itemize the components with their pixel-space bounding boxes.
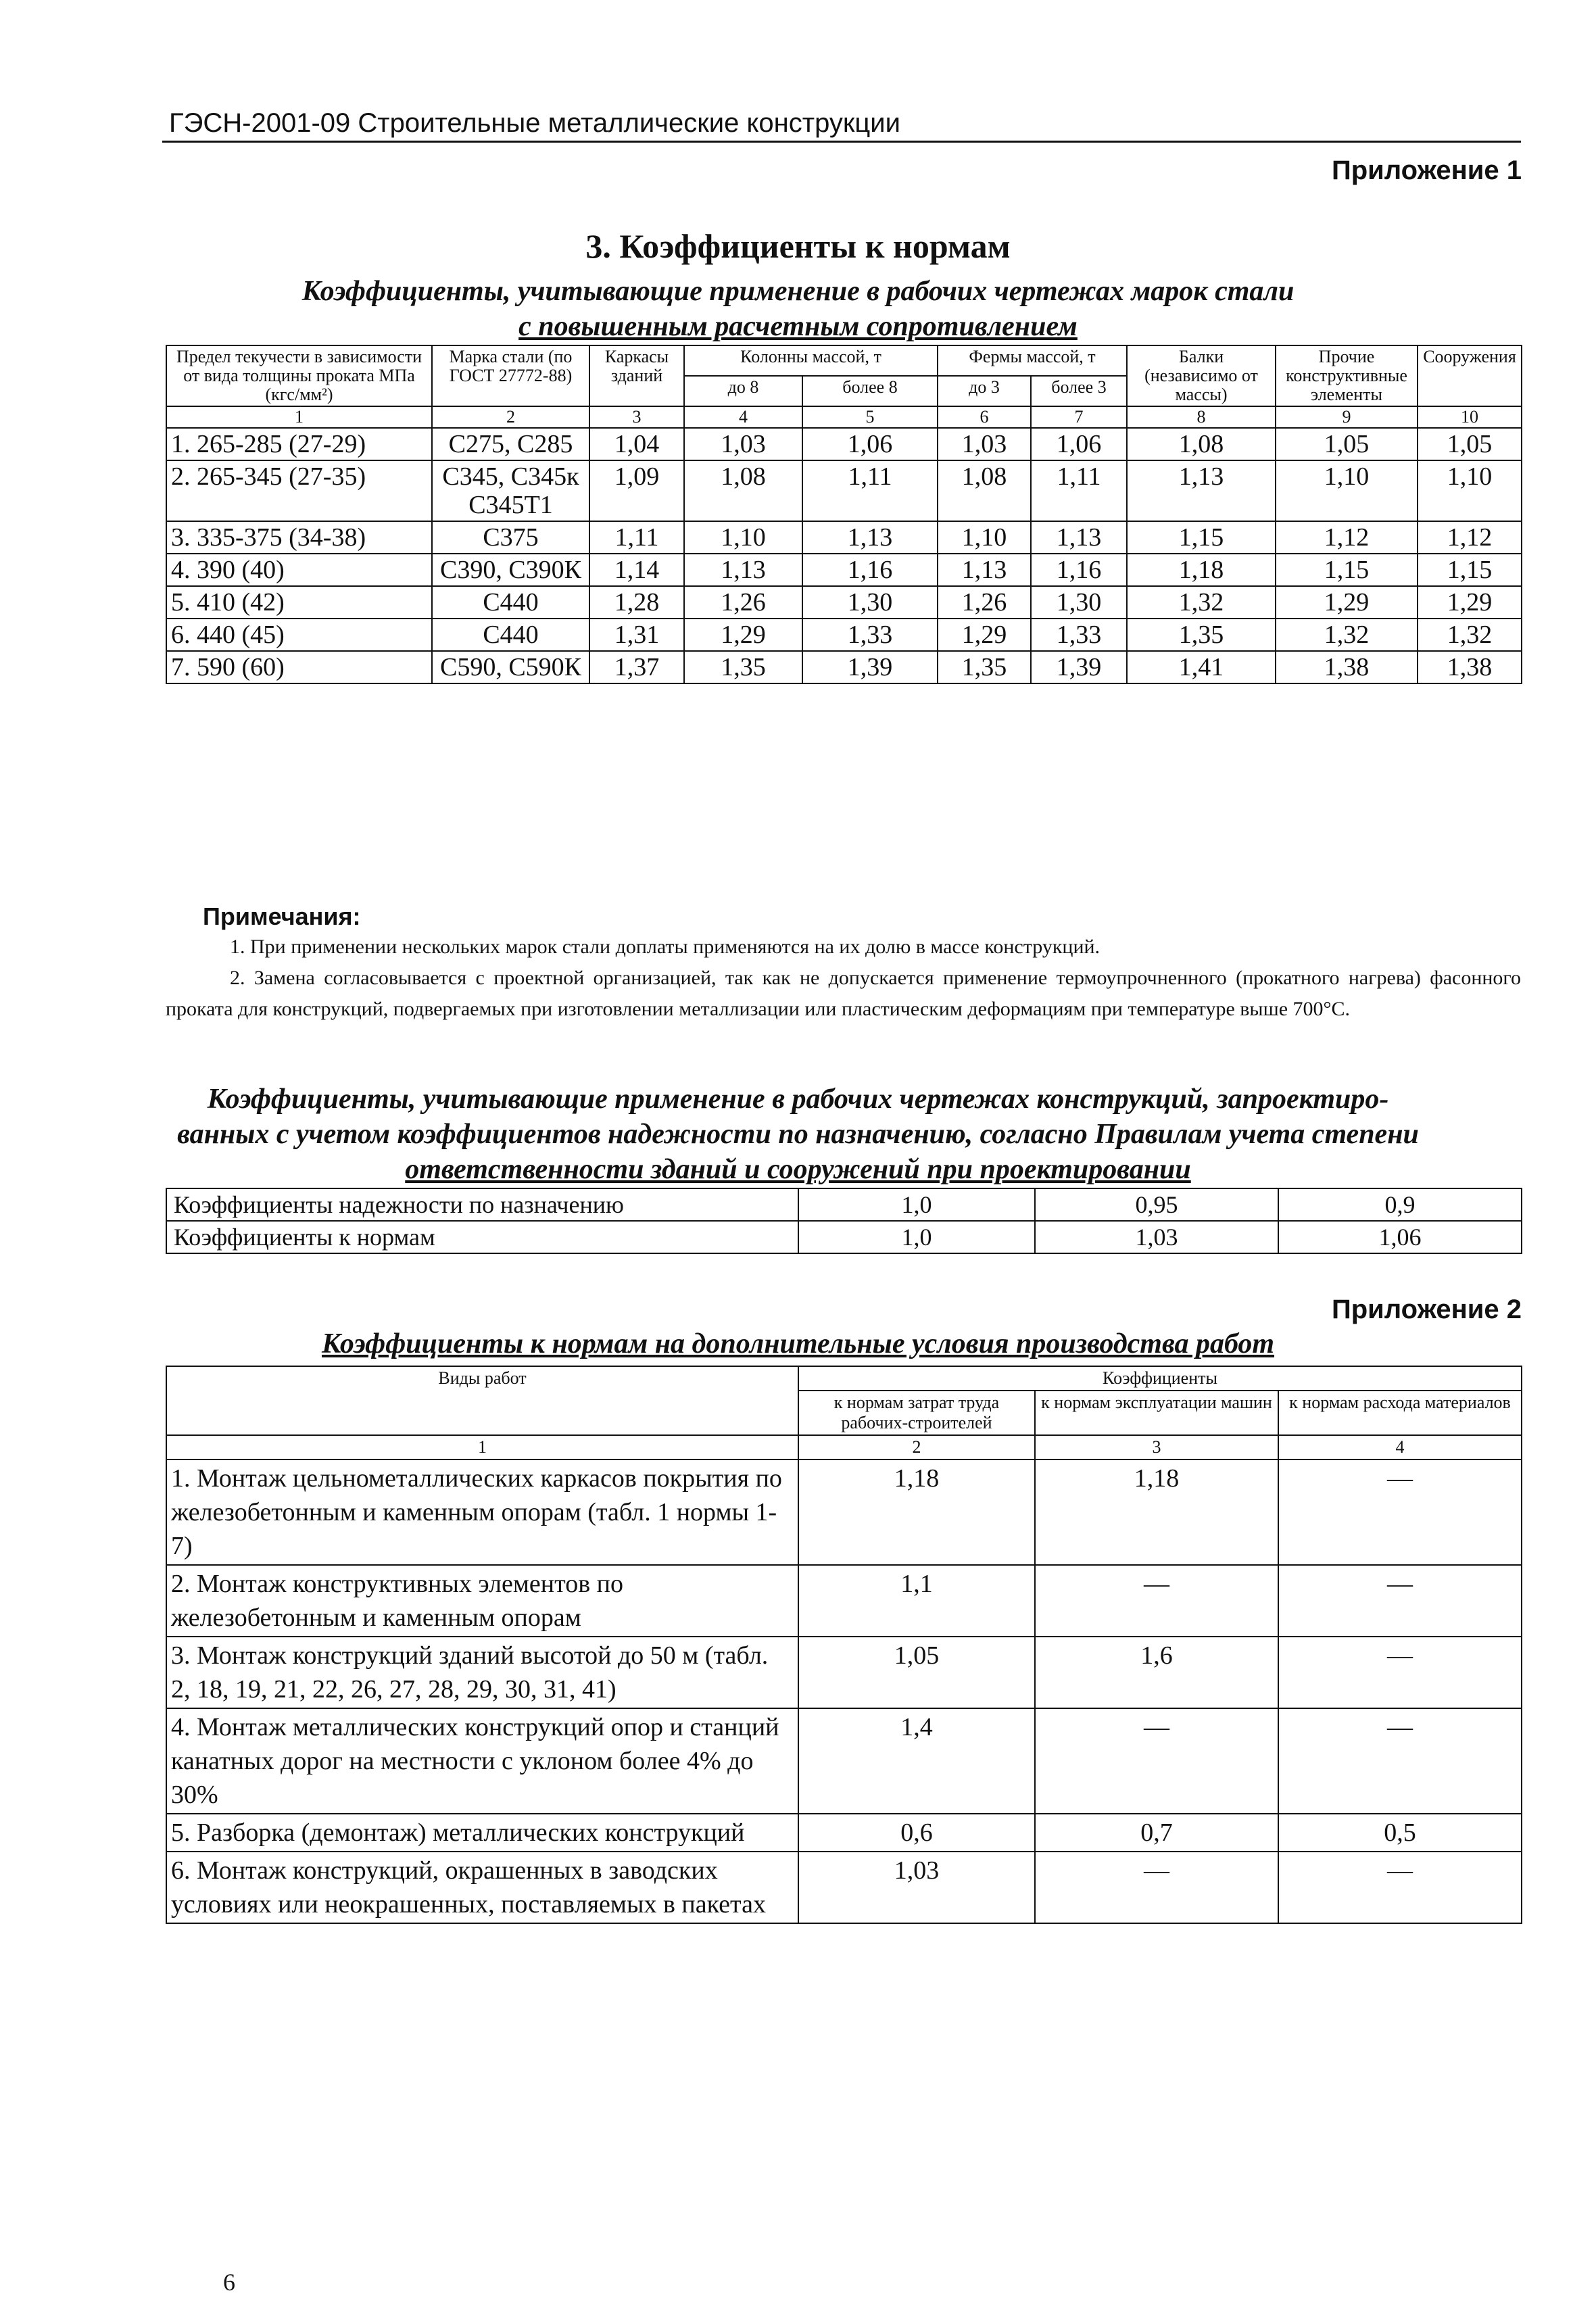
- t1-cell: 1,31: [589, 619, 684, 651]
- table-row: [166, 1459, 1522, 1565]
- t1-cell: 1,13: [1127, 460, 1276, 521]
- t1-cell: 1,05: [1276, 428, 1418, 460]
- t1-cell: 1,41: [1127, 651, 1276, 683]
- t1-header-truss-over3: более 3: [1031, 376, 1127, 406]
- t1-col-number: 5: [802, 406, 938, 428]
- t1-cell: 1,35: [938, 651, 1031, 683]
- table-row: [166, 1852, 1522, 1923]
- t3-cell: 2. Монтаж конструктивных элементов по железобетонным и каменным опорам: [166, 1565, 798, 1637]
- table1-caption-line2: с повышенным расчетным сопротивлением: [518, 311, 1078, 342]
- t3-cell: 1,6: [1035, 1637, 1278, 1708]
- t1-header-yield: Предел текучести в зависимости от вида толщины проката МПа (кгс/мм²): [166, 345, 432, 406]
- t1-cell: 1,37: [589, 651, 684, 683]
- table-row: [166, 651, 1522, 683]
- t1-col-number: 2: [432, 406, 589, 428]
- t1-cell: 1,29: [938, 619, 1031, 651]
- table-row: [166, 586, 1522, 619]
- t3-col-number: 4: [1278, 1435, 1522, 1459]
- t3-cell: —: [1035, 1852, 1278, 1923]
- table-row: [166, 1565, 1522, 1637]
- t1-cell: 1,39: [1031, 651, 1127, 683]
- t1-cell: 1,03: [684, 428, 802, 460]
- t3-cell: 3. Монтаж конструкций зданий высотой до 50 м (табл. 2, 18, 19, 21, 22, 26, 27, 28, 29, 30, 31, 41): [166, 1637, 798, 1708]
- table-row: [166, 554, 1522, 586]
- table-row: [166, 619, 1522, 651]
- t1-cell: 1,15: [1276, 554, 1418, 586]
- t1-cell: 1,05: [1418, 428, 1522, 460]
- t1-cell: 1,35: [684, 651, 802, 683]
- t1-col-number: 3: [589, 406, 684, 428]
- t3-cell: 1,18: [798, 1459, 1035, 1565]
- t1-cell: 7. 590 (60): [166, 651, 432, 683]
- t1-cell: 1,08: [684, 460, 802, 521]
- t1-col-number: 6: [938, 406, 1031, 428]
- t1-cell: 1,12: [1418, 521, 1522, 554]
- t1-cell: 1,10: [1276, 460, 1418, 521]
- t3-cell: 1. Монтаж цельнометаллических каркасов покрытия по железобетонным и каменным опорам (табл. 1 нормы 1-7): [166, 1459, 798, 1565]
- table-row: [166, 428, 1522, 460]
- t3-cell: —: [1278, 1637, 1522, 1708]
- t1-header-trusses-group: Фермы массой, т: [938, 345, 1127, 376]
- t1-header-truss-upto3: до 3: [938, 376, 1031, 406]
- t2-cell: 1,06: [1278, 1221, 1522, 1253]
- t3-cell: 0,7: [1035, 1814, 1278, 1852]
- t3-header-machines: к нормам эксплуатации машин: [1035, 1391, 1278, 1435]
- t2-cell: 1,0: [798, 1221, 1035, 1253]
- t3-header-group: Коэффициенты: [798, 1366, 1522, 1391]
- table-row: [166, 1188, 1522, 1221]
- t3-header-materials: к нормам расхода материалов: [1278, 1391, 1522, 1435]
- t3-col-number: 2: [798, 1435, 1035, 1459]
- t1-cell: 1,32: [1127, 586, 1276, 619]
- t1-cell: 1,06: [802, 428, 938, 460]
- t1-cell: 1,32: [1418, 619, 1522, 651]
- t3-cell: —: [1278, 1459, 1522, 1565]
- t3-cell: 6. Монтаж конструкций, окрашенных в заводских условиях или неокрашенных, поставляемых в пакетах: [166, 1852, 798, 1923]
- t1-col-number: 4: [684, 406, 802, 428]
- reliability-coefficients-table: [166, 1188, 1522, 1254]
- t1-cell: 1,15: [1418, 554, 1522, 586]
- t3-cell: 0,6: [798, 1814, 1035, 1852]
- t1-col-number: 1: [166, 406, 432, 428]
- t1-cell: С440: [432, 619, 589, 651]
- t1-cell: 1,29: [1418, 586, 1522, 619]
- table-row: [166, 1637, 1522, 1708]
- t1-cell: 1. 265-285 (27-29): [166, 428, 432, 460]
- t3-cell: 1,05: [798, 1637, 1035, 1708]
- t3-cell: 1,03: [798, 1852, 1035, 1923]
- page-number: 6: [223, 2269, 235, 2296]
- t1-cell: С375: [432, 521, 589, 554]
- t3-cell: —: [1278, 1852, 1522, 1923]
- t3-cell: 1,1: [798, 1565, 1035, 1637]
- t1-cell: 1,38: [1276, 651, 1418, 683]
- t1-cell: 1,03: [938, 428, 1031, 460]
- t3-col-number: 1: [166, 1435, 798, 1459]
- t2-cell: 1,0: [798, 1188, 1035, 1221]
- t1-col-number: 8: [1127, 406, 1276, 428]
- t3-cell: 4. Монтаж металлических конструкций опор и станций канатных дорог на местности с уклоном более 4% до 30%: [166, 1708, 798, 1814]
- table1-caption-line1: Коэффициенты, учитывающие применение в рабочих чертежах марок стали: [301, 276, 1295, 307]
- t1-cell: 1,13: [802, 521, 938, 554]
- t1-cell: 1,13: [684, 554, 802, 586]
- t1-cell: 1,10: [938, 521, 1031, 554]
- t2-cell: Коэффициенты надежности по назначению: [166, 1188, 798, 1221]
- t1-cell: 1,06: [1031, 428, 1127, 460]
- t1-cell: 1,10: [684, 521, 802, 554]
- t1-col-number: 10: [1418, 406, 1522, 428]
- t1-cell: С590, С590К: [432, 651, 589, 683]
- notes-block: [166, 932, 1521, 1025]
- t1-cell: 1,08: [938, 460, 1031, 521]
- t1-header-other: Прочие конструктивные элементы: [1276, 345, 1418, 406]
- table-row: [166, 1221, 1522, 1253]
- steel-grade-coefficients-table: [166, 345, 1522, 684]
- table-row: [166, 1708, 1522, 1814]
- t2-cell: 0,95: [1035, 1188, 1278, 1221]
- t3-cell: 5. Разборка (демонтаж) металлических конструкций: [166, 1814, 798, 1852]
- table-row: [166, 460, 1522, 521]
- table-row: [166, 1814, 1522, 1852]
- t1-cell: 1,16: [1031, 554, 1127, 586]
- t1-cell: 1,13: [1031, 521, 1127, 554]
- t1-header-columns-group: Колонны массой, т: [684, 345, 938, 376]
- t1-cell: 1,39: [802, 651, 938, 683]
- t1-cell: 2. 265-345 (27-35): [166, 460, 432, 521]
- t1-header-col-upto8: до 8: [684, 376, 802, 406]
- t3-header-works: Виды работ: [166, 1366, 798, 1435]
- t2-cell: 0,9: [1278, 1188, 1522, 1221]
- t1-cell: 1,12: [1276, 521, 1418, 554]
- note-item: 1. При применении нескольких марок стали доплаты применяются на их долю в массе конструкций.: [230, 936, 1101, 958]
- t3-cell: 1,18: [1035, 1459, 1278, 1565]
- t1-header-grade: Марка стали (по ГОСТ 27772-88): [432, 345, 589, 406]
- t1-cell: 1,11: [802, 460, 938, 521]
- t2-cell: Коэффициенты к нормам: [166, 1221, 798, 1253]
- t1-cell: 1,26: [938, 586, 1031, 619]
- t1-cell: 5. 410 (42): [166, 586, 432, 619]
- table1-caption: [0, 274, 1596, 344]
- t1-cell: 1,30: [802, 586, 938, 619]
- appendix-1-label: Приложение 1: [1332, 155, 1522, 185]
- t1-cell: 1,18: [1127, 554, 1276, 586]
- t1-cell: С390, С390К: [432, 554, 589, 586]
- t1-header-frames: Каркасы зданий: [589, 345, 684, 406]
- t1-header-col-over8: более 8: [802, 376, 938, 406]
- t1-cell: 1,08: [1127, 428, 1276, 460]
- notes-heading: Примечания:: [203, 902, 361, 930]
- t1-col-number: 7: [1031, 406, 1127, 428]
- table3-caption: [0, 1326, 1596, 1361]
- t1-cell: 1,09: [589, 460, 684, 521]
- t1-header-structures: Сооружения: [1418, 345, 1522, 406]
- t3-cell: —: [1035, 1565, 1278, 1637]
- table2-caption-line3: ответственности зданий и сооружений при проектировании: [405, 1154, 1191, 1185]
- t3-cell: 1,4: [798, 1708, 1035, 1814]
- t1-cell: 1,28: [589, 586, 684, 619]
- t3-cell: —: [1278, 1565, 1522, 1637]
- section-title: 3. Коэффициенты к нормам: [585, 227, 1011, 265]
- t1-cell: 1,26: [684, 586, 802, 619]
- t1-cell: 4. 390 (40): [166, 554, 432, 586]
- t1-cell: 1,29: [1276, 586, 1418, 619]
- t3-cell: 0,5: [1278, 1814, 1522, 1852]
- table-row: [166, 521, 1522, 554]
- t1-cell: 1,33: [1031, 619, 1127, 651]
- t2-cell: 1,03: [1035, 1221, 1278, 1253]
- t1-cell: 6. 440 (45): [166, 619, 432, 651]
- t1-cell: 1,11: [589, 521, 684, 554]
- table2-caption-line1: Коэффициенты, учитывающие применение в рабочих чертежах конструкций, запроектиро-: [207, 1084, 1389, 1115]
- header-rule: [162, 141, 1521, 143]
- t1-cell: 1,10: [1418, 460, 1522, 521]
- t1-col-number: 9: [1276, 406, 1418, 428]
- t1-cell: 3. 335-375 (34-38): [166, 521, 432, 554]
- t1-cell: С275, С285: [432, 428, 589, 460]
- table2-caption-line2: ванных с учетом коэффициентов надежности по назначению, согласно Правилам учета степени: [177, 1119, 1419, 1150]
- appendix-2-label: Приложение 2: [1332, 1295, 1522, 1324]
- table2-caption: [0, 1082, 1596, 1187]
- t1-cell: 1,38: [1418, 651, 1522, 683]
- t1-cell: 1,14: [589, 554, 684, 586]
- t3-col-number: 3: [1035, 1435, 1278, 1459]
- t1-cell: 1,35: [1127, 619, 1276, 651]
- t3-header-labor: к нормам затрат труда рабочих-строителей: [798, 1391, 1035, 1435]
- t1-cell: С345, С345к С345Т1: [432, 460, 589, 521]
- t1-cell: 1,29: [684, 619, 802, 651]
- t1-header-beams: Балки (независимо от массы): [1127, 345, 1276, 406]
- note-item: 2. Замена согласовывается с проектной организацией, так как не допускается применение термоупрочненного (прокатного нагрева) фасонного проката для конструкций, подвергаемых при изготовлении металлизации или пластическим деформациям при температуре выше 700°С.: [166, 967, 1521, 1020]
- t1-cell: 1,16: [802, 554, 938, 586]
- t1-cell: 1,13: [938, 554, 1031, 586]
- table3-caption-text: Коэффициенты к нормам на дополнительные условия производства работ: [321, 1328, 1275, 1359]
- additional-conditions-table: [166, 1366, 1522, 1924]
- t3-cell: —: [1278, 1708, 1522, 1814]
- running-header: ГЭСН-2001-09 Строительные металлические конструкции: [169, 108, 900, 138]
- t1-cell: С440: [432, 586, 589, 619]
- t1-cell: 1,33: [802, 619, 938, 651]
- t1-cell: 1,04: [589, 428, 684, 460]
- t1-cell: 1,15: [1127, 521, 1276, 554]
- t3-cell: —: [1035, 1708, 1278, 1814]
- t1-cell: 1,30: [1031, 586, 1127, 619]
- t1-cell: 1,32: [1276, 619, 1418, 651]
- t1-cell: 1,11: [1031, 460, 1127, 521]
